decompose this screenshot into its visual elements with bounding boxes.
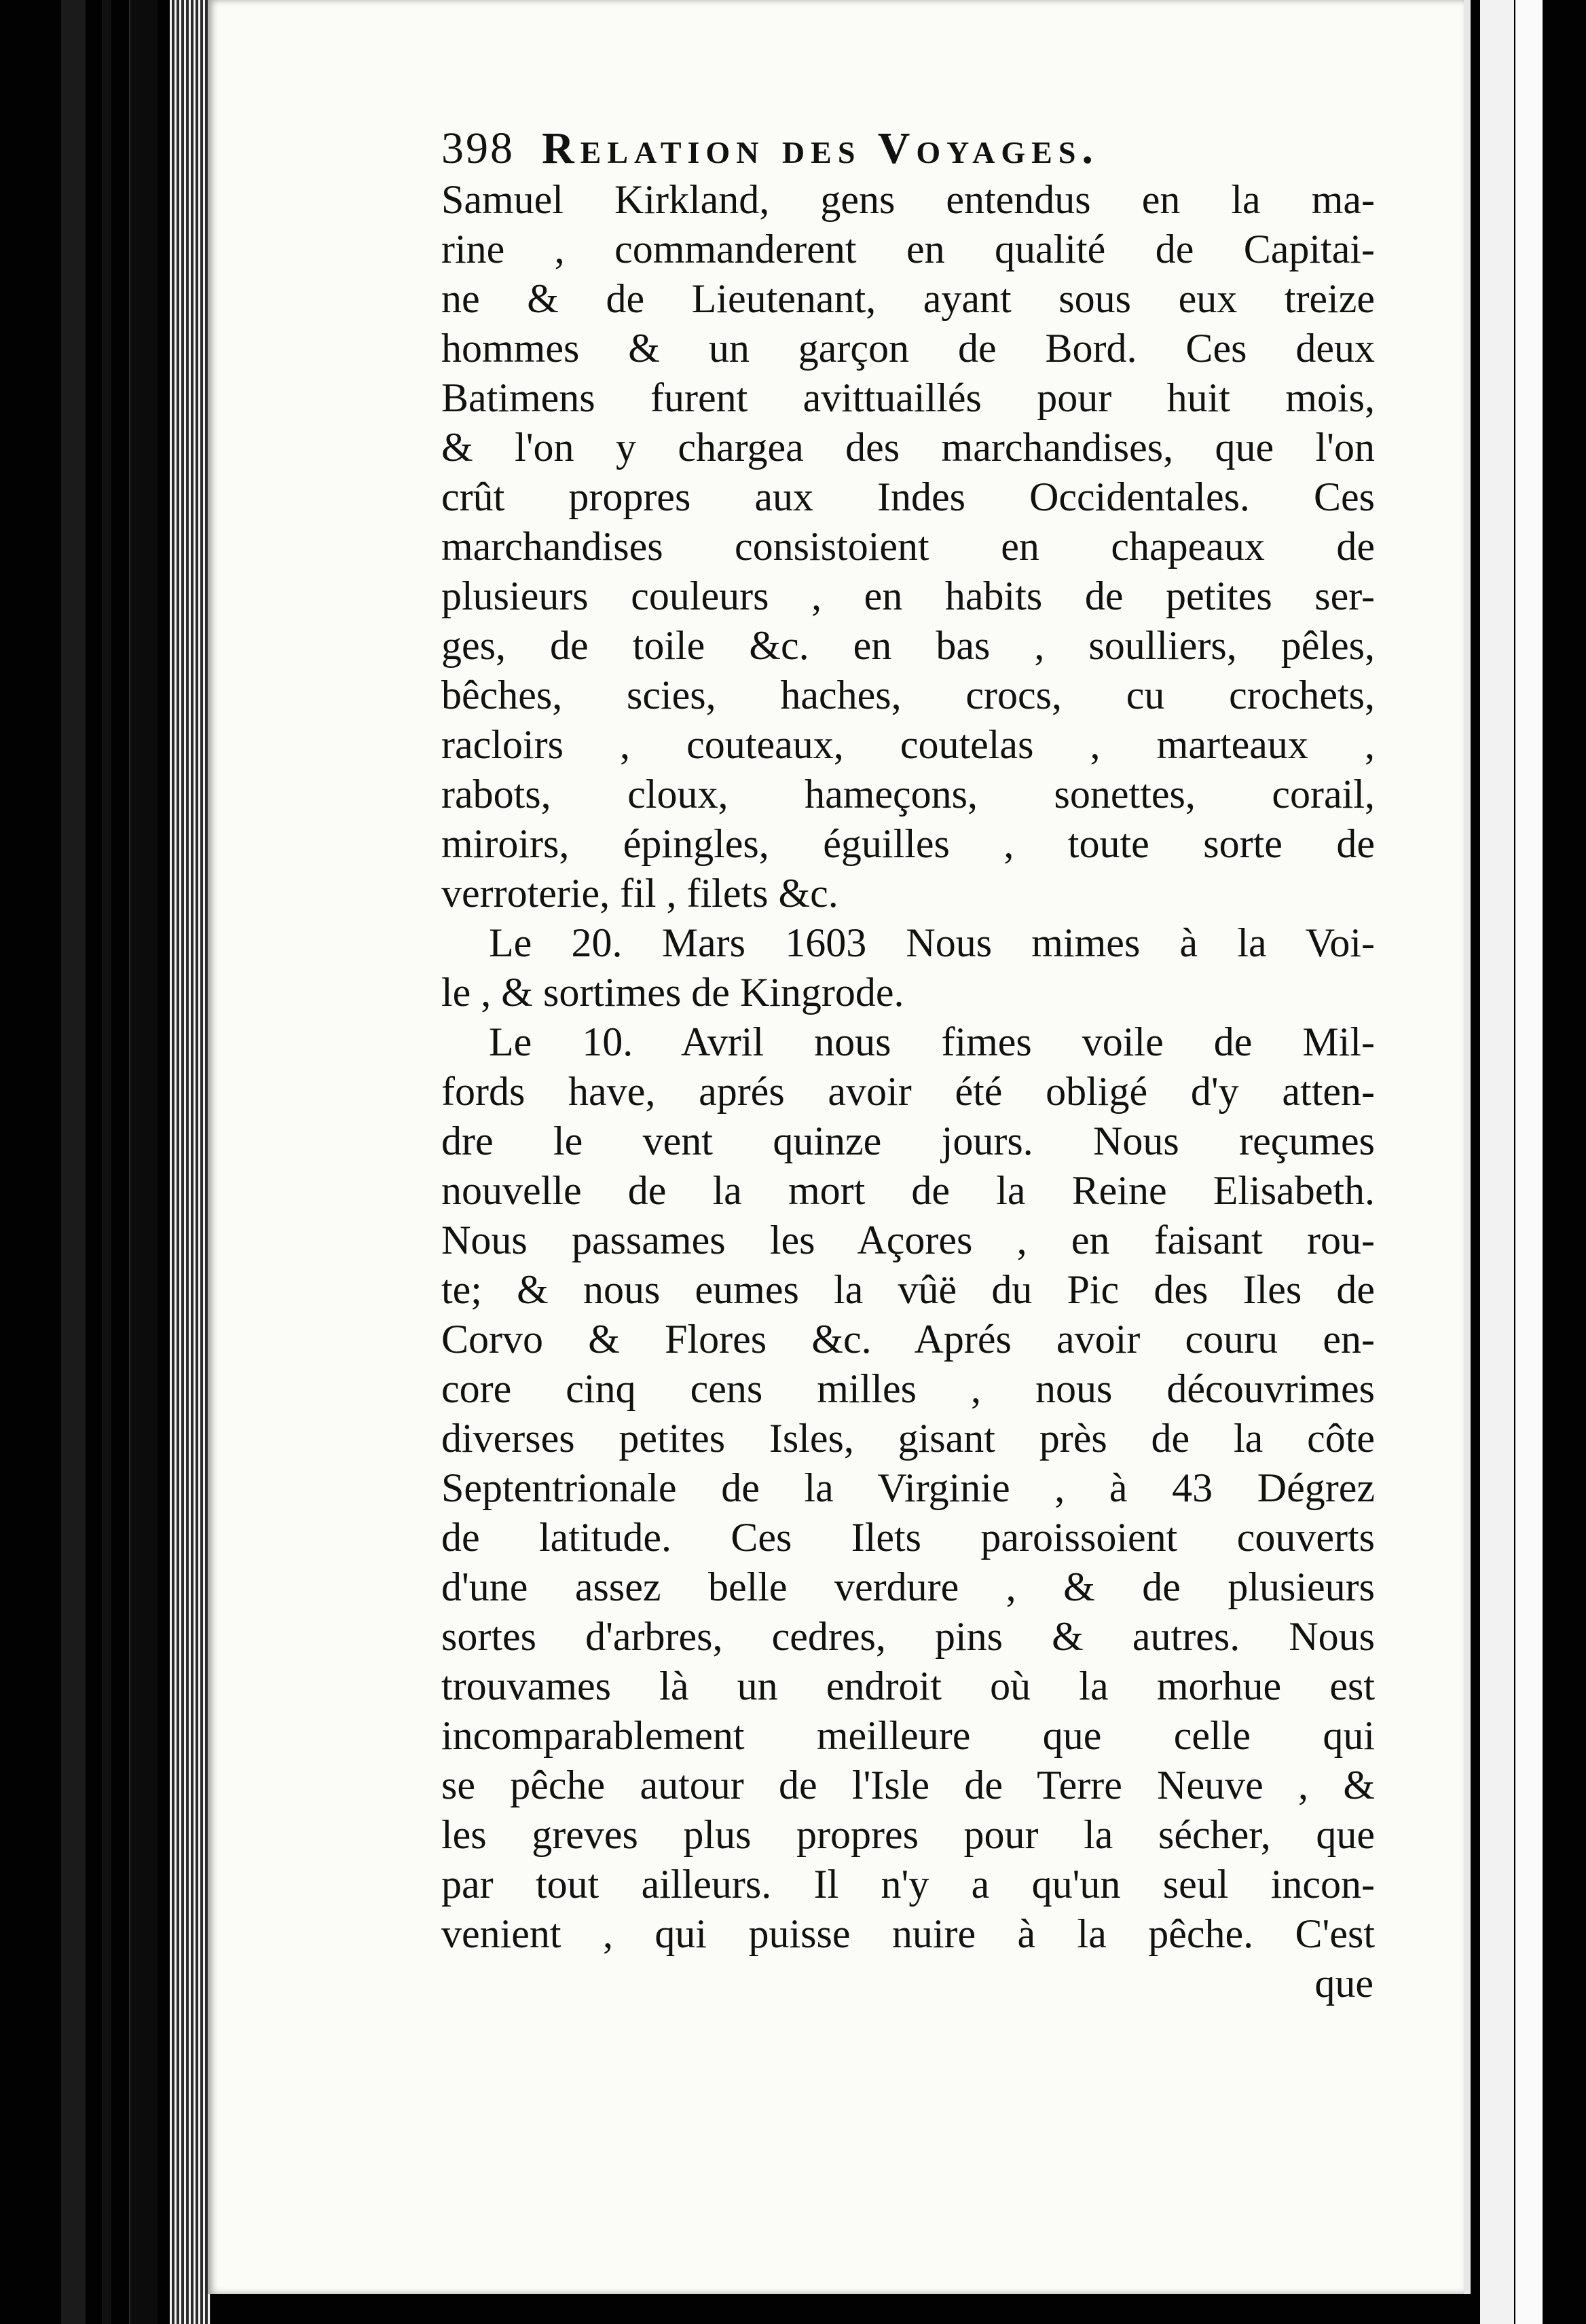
text-block <box>441 122 1375 2008</box>
text-line: sortes d'arbres, cedres, pins & autres. Nous <box>441 1614 1375 1659</box>
text-line: Batimens furent avittuaillés pour huit mois, <box>441 375 1375 420</box>
text-line: Corvo & Flores &c. Aprés avoir couru en- <box>441 1317 1375 1362</box>
binding-edge <box>61 0 86 2324</box>
adjacent-page-edge <box>1515 0 1543 2324</box>
text-line: rine , commanderent en qualité de Capitai- <box>441 227 1375 271</box>
text-line: nouvelle de la mort de la Reine Elisabeth. <box>441 1168 1375 1213</box>
text-line: venient , qui puisse nuire à la pêche. C'est <box>441 1911 1375 1956</box>
text-line: bêches, scies, haches, crocs, cu crochets, <box>441 673 1375 717</box>
text-line: Le 10. Avril nous fimes voile de Mil- <box>489 1019 1375 1064</box>
text-line: Nous passames les Açores , en faisant rou- <box>441 1218 1375 1262</box>
text-line: racloirs , couteaux, coutelas , marteaux , <box>441 722 1375 767</box>
text-line: de latitude. Ces Ilets paroissoient couverts <box>441 1515 1375 1560</box>
text-line: hommes & un garçon de Bord. Ces deux <box>441 326 1375 371</box>
text-line: rabots, cloux, hameçons, sonettes, corail, <box>441 772 1375 817</box>
text-line: verroterie, fil , filets &c. <box>441 871 838 916</box>
text-line: Samuel Kirkland, gens entendus en la ma- <box>441 177 1375 222</box>
text-line: par tout ailleurs. Il n'y a qu'un seul incon- <box>441 1862 1375 1907</box>
running-head <box>441 122 1375 175</box>
text-line: trouvames là un endroit où la morhue est <box>441 1664 1375 1708</box>
text-line: ne & de Lieutenant, ayant sous eux treize <box>441 276 1375 321</box>
catchword: que <box>1314 1961 1373 2006</box>
text-line: d'une assez belle verdure , & de plusieurs <box>441 1564 1375 1609</box>
text-line: incomparablement meilleure que celle qui <box>441 1713 1375 1758</box>
text-line: marchandises consistoient en chapeaux de <box>441 524 1375 569</box>
text-line: les greves plus propres pour la sécher, que <box>441 1812 1375 1857</box>
text-line: Le 20. Mars 1603 Nous mimes à la Voi- <box>489 920 1375 965</box>
text-line: crût propres aux Indes Occidentales. Ces <box>441 474 1375 519</box>
text-line: le , & sortimes de Kingrode. <box>441 970 904 1015</box>
text-line: plusieurs couleurs , en habits de petites ser- <box>441 574 1375 618</box>
running-title: Relation des Voyages. <box>542 124 1099 173</box>
page-leaf-edges <box>170 0 210 2324</box>
binding-edge <box>129 0 158 2324</box>
text-line: dre le vent quinze jours. Nous reçumes <box>441 1119 1375 1163</box>
text-line: ges, de toile &c. en bas , soulliers, pêles, <box>441 623 1375 668</box>
text-line: diverses petites Isles, gisant près de la côte <box>441 1416 1375 1461</box>
text-line: core cinq cens milles , nous découvrimes <box>441 1366 1375 1411</box>
adjacent-page-edge <box>1480 0 1514 2324</box>
page-number: 398 <box>441 124 515 173</box>
text-line: & l'on y chargea des marchandises, que l'on <box>441 425 1375 470</box>
text-line: se pêche autour de l'Isle de Terre Neuve , & <box>441 1763 1375 1807</box>
binding-edge <box>102 0 111 2324</box>
text-line: miroirs, épingles, éguilles , toute sorte de <box>441 821 1375 866</box>
text-line: fords have, aprés avoir été obligé d'y atten- <box>441 1069 1375 1114</box>
text-line: te; & nous eumes la vûë du Pic des Iles de <box>441 1267 1375 1312</box>
text-line: Septentrionale de la Virginie , à 43 Dégrez <box>441 1465 1375 1510</box>
